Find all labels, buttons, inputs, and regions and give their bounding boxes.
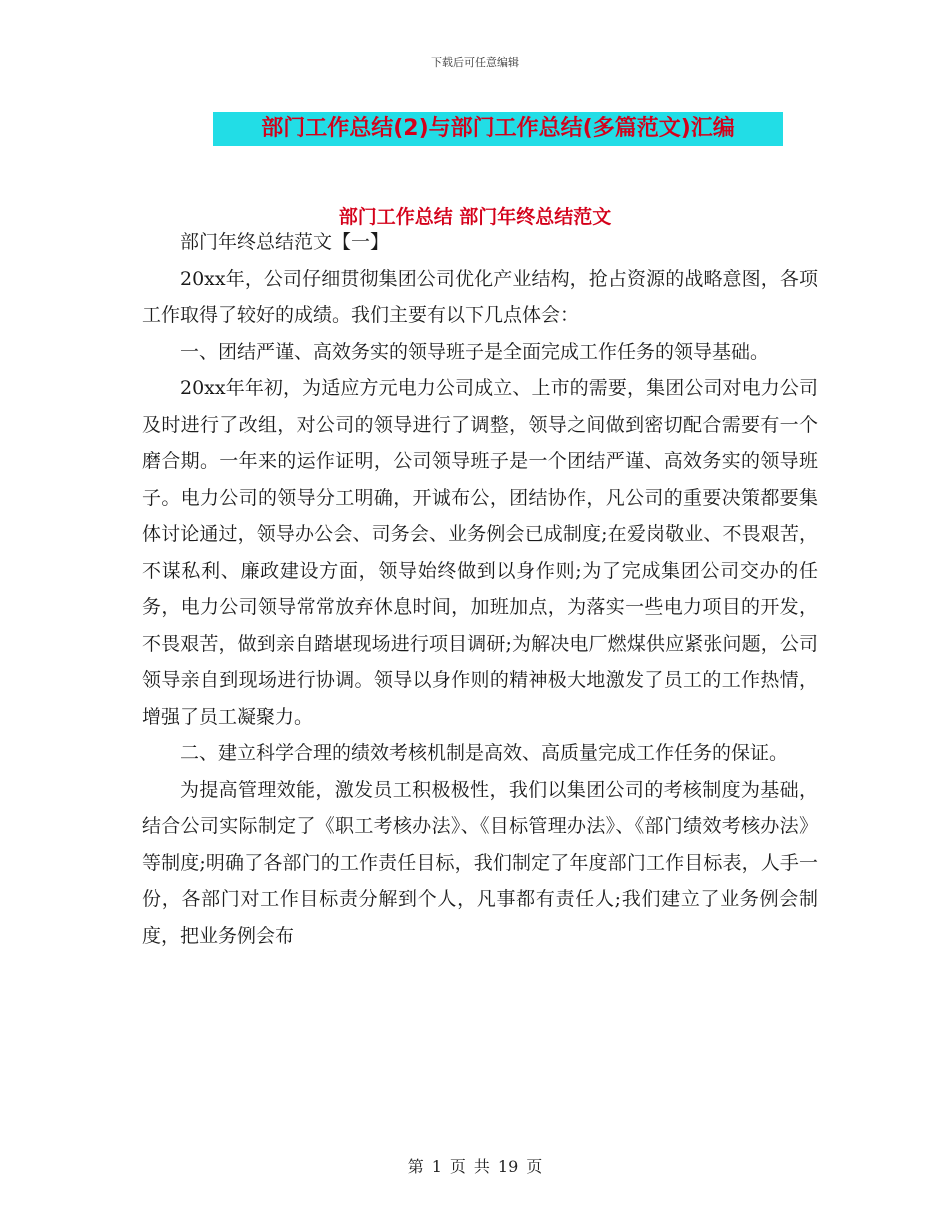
header-note: 下载后可任意编辑 (431, 56, 519, 69)
paragraph: 为提高管理效能，激发员工积极极性，我们以集团公司的考核制度为基础，结合公司实际制定了《职工考核办法》、《目标管理办法》、《部门绩效考核办法》等制度;明确了各部门的工作责任目标，我们制定了年度部门工作目标表，人手一份，各部门对工作目标责分解到个人，凡事都有责任人;我们建立了业务例会制度，把业务例会布 (142, 778, 818, 947)
footer-total-pages: 19 (497, 1157, 519, 1176)
paragraph-point-two: 二、建立科学合理的绩效考核机制是高效、高质量完成工作任务的保证。 (180, 742, 789, 764)
paragraph-heading: 部门年终总结范文【一】 (180, 231, 390, 253)
document-title: 部门工作总结(2)与部门工作总结(多篇范文)汇编 (213, 112, 783, 146)
footer-page-label: 第 (407, 1157, 424, 1176)
footer-page-number: 1 (431, 1157, 442, 1176)
footer-total-unit: 页 (526, 1157, 543, 1176)
footer-page-unit: 页 (449, 1157, 466, 1176)
page-footer (0, 1154, 950, 1177)
document-body (142, 224, 818, 954)
paragraph-point-one: 一、团结严谨、高效务实的领导班子是全面完成工作任务的领导基础。 (180, 340, 770, 363)
paragraph: 20xx年，公司仔细贯彻集团公司优化产业结构，抢占资源的战略意图，各项工作取得了较好的成绩。我们主要有以下几点体会： (142, 267, 818, 326)
footer-total-label: 共 (473, 1157, 490, 1176)
section-subtitle: 部门工作总结 部门年终总结范文 (338, 206, 612, 228)
paragraph: 20xx年年初，为适应方元电力公司成立、上市的需要，集团公司对电力公司及时进行了改组，对公司的领导进行了调整，领导之间做到密切配合需要有一个磨合期。一年来的运作证明，公司领导班子是一个团结严谨、高效务实的领导班子。电力公司的领导分工明确，开诚布公，团结协作，凡公司的重要决策都要集体讨论通过，领导办公会、司务会、业务例会已成制度;在爱岗敬业、不畏艰苦，不谋私利、廉政建设方面，领导始终做到以身作则;为了完成集团公司交办的任务，电力公司领导常常放弃休息时间，加班加点，为落实一些电力项目的开发，不畏艰苦，做到亲自踏堪现场进行项目调研;为解决电厂燃煤供应紧张问题，公司领导亲自到现场进行协调。领导以身作则的精神极大地激发了员工的工作热情，增强了员工凝聚力。 (142, 377, 818, 728)
